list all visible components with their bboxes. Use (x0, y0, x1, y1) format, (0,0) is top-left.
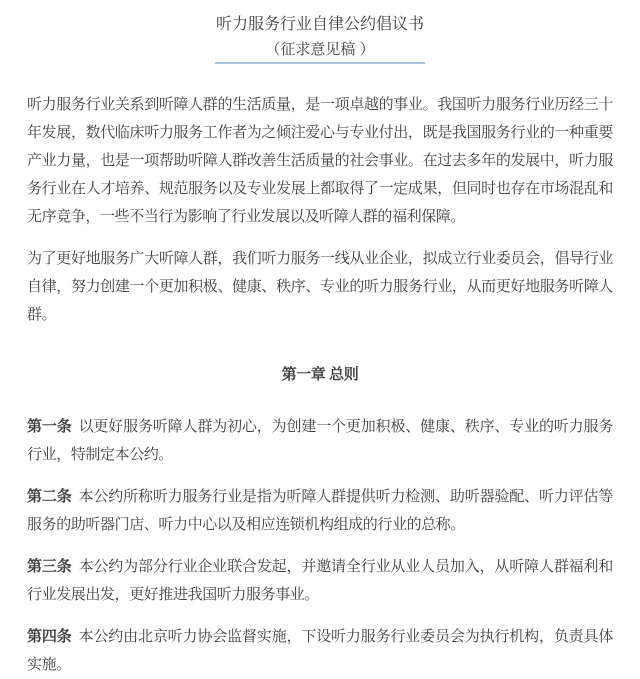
document-title: 听力服务行业自律公约倡议书 (215, 16, 424, 33)
document-subtitle: （征求意见稿 ） (265, 41, 375, 58)
article-item (27, 623, 613, 679)
document-body (27, 91, 613, 679)
article-text: 本公约为部分行业企业联合发起，并邀请全行业从业人员加入，从听障人群福利和行业发展出发，更好推进我国听力服务事业。 (27, 558, 613, 603)
document-header (27, 12, 613, 64)
article-label: 第三条 (27, 558, 72, 575)
article-text: 本公约由北京听力协会监督实施，下设听力服务行业委员会为执行机构，负责具体实施。 (27, 628, 613, 673)
article-label: 第四条 (27, 628, 72, 645)
article-label: 第二条 (27, 488, 72, 505)
intro-paragraph: 听力服务行业关系到听障人群的生活质量，是一项卓越的事业。我国听力服务行业历经三十年发展，数代临床听力服务工作者为之倾注爱心与专业付出，既是我国服务行业的一种重要产业力量，也是一项帮助听障人群改善生活质量的社会事业。在过去多年的发展中，听力服务行业在人才培养、规范服务以及专业发展上都取得了一定成果，但同时也存在市场混乱和无序竞争，一些不当行为影响了行业发展以及听障人群的福利保障。 (27, 96, 613, 225)
article-item (27, 483, 613, 539)
article-label: 第一条 (27, 418, 72, 435)
article-text: 本公约所称听力服务行业是指为听障人群提供听力检测、助听器验配、听力评估等服务的助听器门店、听力中心以及相应连锁机构组成的行业的总称。 (27, 488, 613, 533)
title-divider (215, 62, 425, 64)
article-item (27, 553, 613, 609)
article-text: 以更好服务听障人群为初心，为创建一个更加积极、健康、秩序、专业的听力服务行业，特制定本公约。 (27, 418, 613, 463)
chapter-heading: 第一章 总则 (281, 366, 359, 383)
article-item (27, 413, 613, 469)
intro-paragraph: 为了更好地服务广大听障人群，我们听力服务一线从业企业，拟成立行业委员会，倡导行业自律，努力创建一个更加积极、健康、秩序、专业的听力服务行业，从而更好地服务听障人群。 (27, 250, 613, 323)
